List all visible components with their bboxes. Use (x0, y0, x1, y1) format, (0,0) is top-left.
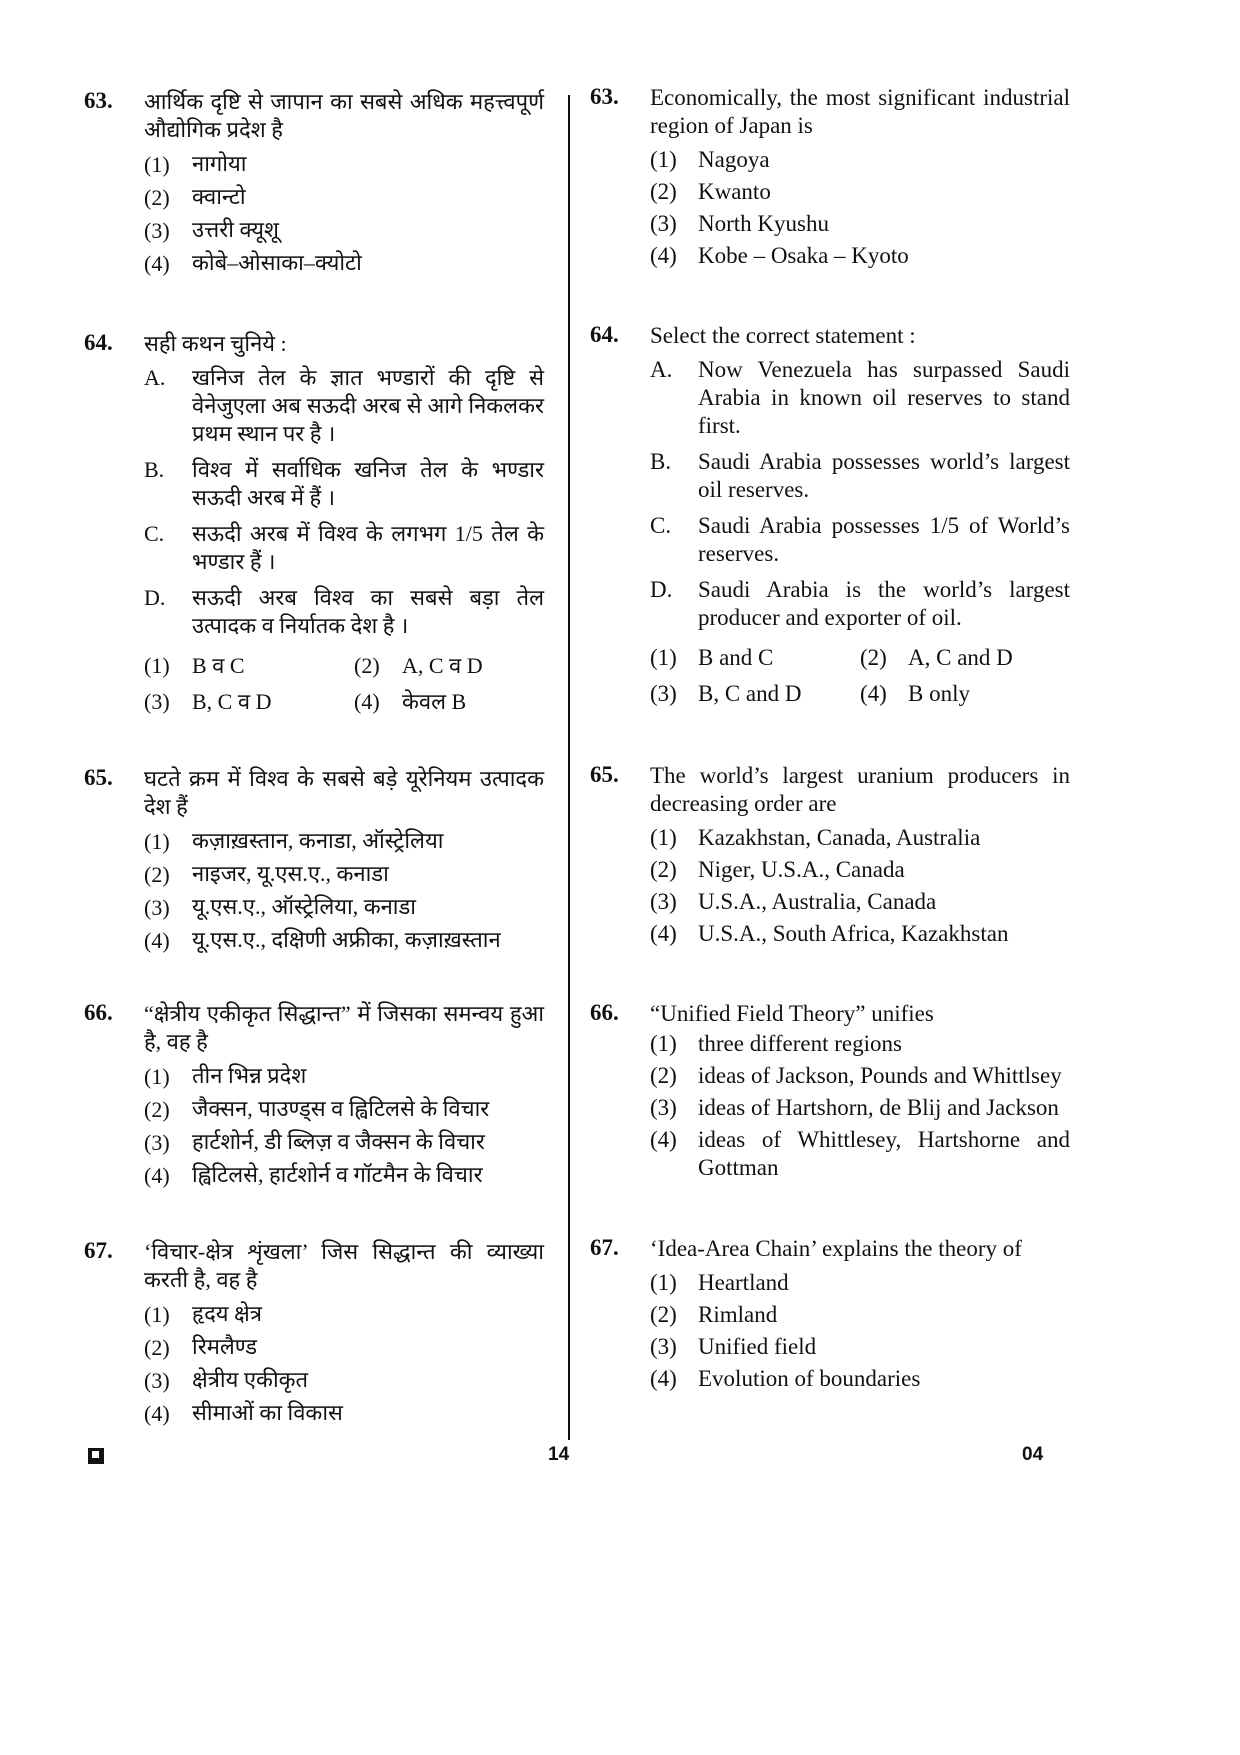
question-number: 66. (590, 1000, 619, 1025)
option-4[interactable] (650, 1124, 1070, 1184)
option-text: तीन भिन्न प्रदेश (192, 1063, 307, 1088)
statement-b (650, 448, 1070, 504)
statements-list (650, 356, 1070, 632)
option-number: (4) (144, 1401, 170, 1426)
option-2[interactable] (144, 181, 544, 214)
statement-text: Saudi Arabia possesses 1/5 of World’s reserves. (698, 513, 1070, 566)
statement-label: D. (144, 585, 166, 610)
statement-label: A. (650, 357, 673, 382)
option-1[interactable] (650, 144, 1070, 176)
statement-label: C. (144, 521, 165, 546)
option-number: (1) (650, 1270, 677, 1295)
statement-text: विश्व में सर्वाधिक खनिज तेल के भण्डार सऊदी अरब में हैं । (192, 457, 544, 510)
question-stem: Select the correct statement : (650, 323, 916, 348)
option-number: (4) (144, 251, 170, 276)
option-text: यू.एस.ए., ऑस्ट्रेलिया, कनाडा (192, 894, 416, 919)
option-text: Kwanto (698, 179, 771, 204)
option-3[interactable] (144, 891, 544, 924)
statement-c (650, 512, 1070, 568)
registration-mark-icon (88, 1448, 104, 1464)
question-67-english (590, 1235, 1070, 1395)
option-3[interactable] (650, 1092, 1070, 1124)
option-text: B only (908, 681, 970, 706)
options-grid (144, 648, 544, 720)
option-3[interactable] (144, 684, 354, 720)
option-text: A, C and D (908, 645, 1013, 670)
statement-text: सऊदी अरब विश्व का सबसे बड़ा तेल उत्पादक व निर्यातक देश है । (192, 585, 544, 638)
option-4[interactable] (650, 918, 1070, 950)
question-number: 63. (84, 88, 113, 113)
option-text: North Kyushu (698, 211, 829, 236)
option-1[interactable] (144, 1298, 544, 1331)
option-number: (1) (650, 645, 677, 670)
option-number: (3) (650, 889, 677, 914)
option-text: Niger, U.S.A., Canada (698, 857, 905, 882)
option-number: (3) (650, 1095, 677, 1120)
option-4[interactable] (650, 1363, 1070, 1395)
option-number: (3) (650, 1334, 677, 1359)
question-number: 67. (590, 1235, 619, 1260)
option-number: (2) (650, 179, 677, 204)
option-number: (2) (860, 645, 887, 670)
question-stem: “क्षेत्रीय एकीकृत सिद्धान्त” में जिसका समन्वय हुआ है, वह है (144, 1001, 544, 1054)
option-number: (4) (354, 689, 380, 714)
option-2[interactable] (650, 854, 1070, 886)
option-text: B, C व D (192, 689, 272, 714)
question-66-hindi (84, 1000, 544, 1192)
options-list (650, 1028, 1070, 1184)
statement-c (144, 520, 544, 576)
option-text: हार्टशोर्न, डी ब्लिज़ व जैक्सन के विचार (192, 1129, 485, 1154)
option-1[interactable] (144, 148, 544, 181)
option-text: Kazakhstan, Canada, Australia (698, 825, 981, 850)
option-number: (1) (650, 825, 677, 850)
option-4[interactable] (144, 247, 544, 280)
options-list (650, 822, 1070, 950)
option-number: (3) (650, 211, 677, 236)
statement-label: A. (144, 365, 166, 390)
option-text: नाइजर, यू.एस.ए., कनाडा (192, 861, 389, 886)
option-number: (3) (144, 218, 170, 243)
question-65-english (590, 762, 1070, 950)
options-list (650, 144, 1070, 272)
option-number: (1) (144, 1302, 170, 1327)
option-text: Nagoya (698, 147, 770, 172)
question-number: 65. (84, 765, 113, 790)
option-3[interactable] (144, 1364, 544, 1397)
options-list (144, 825, 544, 957)
option-number: (4) (650, 243, 677, 268)
option-number: (4) (144, 928, 170, 953)
option-1[interactable] (144, 648, 354, 684)
option-2[interactable] (144, 1331, 544, 1364)
option-number: (1) (650, 1031, 677, 1056)
option-2[interactable] (650, 1060, 1070, 1092)
option-text: नागोया (192, 151, 247, 176)
question-stem: घटते क्रम में विश्व के सबसे बड़े यूरेनियम उत्पादक देश हैं (144, 766, 544, 819)
option-text: B व C (192, 653, 245, 678)
statement-a (650, 356, 1070, 440)
option-text: ideas of Hartshorn, de Blij and Jackson (698, 1095, 1059, 1120)
option-3[interactable] (144, 1126, 544, 1159)
option-text: ideas of Jackson, Pounds and Whittlsey (698, 1063, 1062, 1088)
option-text: U.S.A., South Africa, Kazakhstan (698, 921, 1009, 946)
option-text: उत्तरी क्यूशू (192, 217, 279, 242)
statement-d (144, 584, 544, 640)
statement-text: Now Venezuela has surpassed Saudi Arabia in known oil reserves to stand first. (698, 357, 1070, 438)
option-text: यू.एस.ए., दक्षिणी अफ्रीका, कज़ाख़स्तान (192, 927, 501, 952)
option-number: (2) (144, 1335, 170, 1360)
statement-text: Saudi Arabia possesses world’s largest oil reserves. (698, 449, 1070, 502)
option-number: (2) (144, 185, 170, 210)
option-1[interactable] (144, 1060, 544, 1093)
option-2[interactable] (860, 640, 1070, 676)
option-number: (4) (650, 921, 677, 946)
statement-label: B. (144, 457, 165, 482)
statement-b (144, 456, 544, 512)
option-number: (3) (144, 1130, 170, 1155)
option-2[interactable] (144, 858, 544, 891)
options-list (144, 148, 544, 280)
option-text: B, C and D (698, 681, 802, 706)
option-1[interactable] (650, 1028, 1070, 1060)
option-text: Unified field (698, 1334, 817, 1359)
option-4[interactable] (650, 240, 1070, 272)
option-1[interactable] (650, 640, 860, 676)
question-stem: सही कथन चुनिये : (144, 331, 287, 356)
option-3[interactable] (650, 1331, 1070, 1363)
question-67-hindi (84, 1238, 544, 1430)
option-4[interactable] (354, 684, 544, 720)
question-63-english (590, 84, 1070, 272)
statement-label: D. (650, 577, 673, 602)
option-3[interactable] (144, 214, 544, 247)
option-2[interactable] (144, 1093, 544, 1126)
option-4[interactable] (144, 1159, 544, 1192)
option-number: (2) (354, 653, 380, 678)
option-text: क्षेत्रीय एकीकृत (192, 1367, 309, 1392)
statement-text: सऊदी अरब में विश्व के लगभग 1/5 तेल के भण्डार हैं । (192, 521, 544, 574)
option-number: (2) (144, 1097, 170, 1122)
option-number: (4) (860, 681, 887, 706)
option-number: (2) (144, 862, 170, 887)
option-number: (3) (144, 895, 170, 920)
option-3[interactable] (650, 886, 1070, 918)
question-stem: ‘विचार-क्षेत्र शृंखला’ जिस सिद्धान्त की व्याख्या करती है, वह है (144, 1239, 544, 1292)
option-number: (3) (144, 689, 170, 714)
option-number: (1) (144, 1064, 170, 1089)
option-number: (1) (144, 653, 170, 678)
statements-list (144, 364, 544, 640)
options-list (144, 1060, 544, 1192)
statement-label: C. (650, 513, 672, 538)
option-2[interactable] (650, 176, 1070, 208)
option-number: (1) (650, 147, 677, 172)
option-1[interactable] (650, 822, 1070, 854)
question-63-hindi (84, 88, 544, 280)
question-number: 66. (84, 1000, 113, 1025)
option-text: Kobe – Osaka – Kyoto (698, 243, 909, 268)
option-text: Evolution of boundaries (698, 1366, 921, 1391)
option-4[interactable] (144, 924, 544, 957)
option-number: (4) (650, 1366, 677, 1391)
option-text: रिमलैण्ड (192, 1334, 257, 1359)
question-number: 64. (84, 330, 113, 355)
option-text: ह्विटिलसे, हार्टशोर्न व गॉटमैन के विचार (192, 1162, 483, 1187)
option-text: कोबे–ओसाका–क्योटो (192, 250, 362, 275)
question-number: 65. (590, 762, 619, 787)
option-4[interactable] (144, 1397, 544, 1430)
option-text: केवल B (402, 689, 467, 714)
option-1[interactable] (650, 1267, 1070, 1299)
page-number: 14 (548, 1444, 570, 1465)
option-2[interactable] (354, 648, 544, 684)
option-number: (4) (650, 1127, 677, 1152)
question-number: 67. (84, 1238, 113, 1263)
option-number: (4) (144, 1163, 170, 1188)
statement-d (650, 576, 1070, 632)
option-text: कज़ाख़स्तान, कनाडा, ऑस्ट्रेलिया (192, 828, 444, 853)
option-3[interactable] (650, 208, 1070, 240)
option-number: (3) (650, 681, 677, 706)
option-2[interactable] (650, 1299, 1070, 1331)
option-number: (2) (650, 1302, 677, 1327)
statement-label: B. (650, 449, 672, 474)
options-list (144, 1298, 544, 1430)
question-stem: “Unified Field Theory” unifies (650, 1001, 934, 1026)
option-number: (2) (650, 1063, 677, 1088)
option-number: (1) (144, 152, 170, 177)
option-3[interactable] (650, 676, 860, 712)
option-text: क्वान्टो (192, 184, 246, 209)
option-text: जैक्सन, पाउण्ड्स व ह्विटिलसे के विचार (192, 1096, 490, 1121)
column-divider (568, 95, 570, 1440)
option-text: three different regions (698, 1031, 902, 1056)
option-text: B and C (698, 645, 774, 670)
option-text: U.S.A., Australia, Canada (698, 889, 937, 914)
question-stem: ‘Idea-Area Chain’ explains the theory of (650, 1236, 1022, 1261)
option-text: सीमाओं का विकास (192, 1400, 343, 1425)
option-text: हृदय क्षेत्र (192, 1301, 262, 1326)
question-stem: Economically, the most significant industrial region of Japan is (650, 85, 1070, 138)
option-number: (2) (650, 857, 677, 882)
option-text: Heartland (698, 1270, 789, 1295)
options-grid (650, 640, 1070, 712)
question-number: 64. (590, 322, 619, 347)
question-64-hindi (84, 330, 544, 720)
option-number: (1) (144, 829, 170, 854)
statement-text: खनिज तेल के ज्ञात भण्डारों की दृष्टि से वेनेजुएला अब सऊदी अरब से आगे निकलकर प्रथम स्थान पर है । (192, 365, 544, 446)
option-number: (3) (144, 1368, 170, 1393)
question-stem: आर्थिक दृष्टि से जापान का सबसे अधिक महत्त्वपूर्ण औद्योगिक प्रदेश है (144, 89, 544, 142)
statement-text: Saudi Arabia is the world’s largest producer and exporter of oil. (698, 577, 1070, 630)
question-66-english (590, 1000, 1070, 1184)
set-code: 04 (1022, 1444, 1044, 1465)
question-65-hindi (84, 765, 544, 957)
options-list (650, 1267, 1070, 1395)
option-text: ideas of Whittlesey, Hartshorne and Gottman (698, 1127, 1070, 1180)
question-stem: The world’s largest uranium producers in decreasing order are (650, 763, 1070, 816)
option-4[interactable] (860, 676, 1070, 712)
statement-a (144, 364, 544, 448)
question-64-english (590, 322, 1070, 712)
option-text: Rimland (698, 1302, 778, 1327)
option-text: A, C व D (402, 653, 483, 678)
question-number: 63. (590, 84, 619, 109)
option-1[interactable] (144, 825, 544, 858)
